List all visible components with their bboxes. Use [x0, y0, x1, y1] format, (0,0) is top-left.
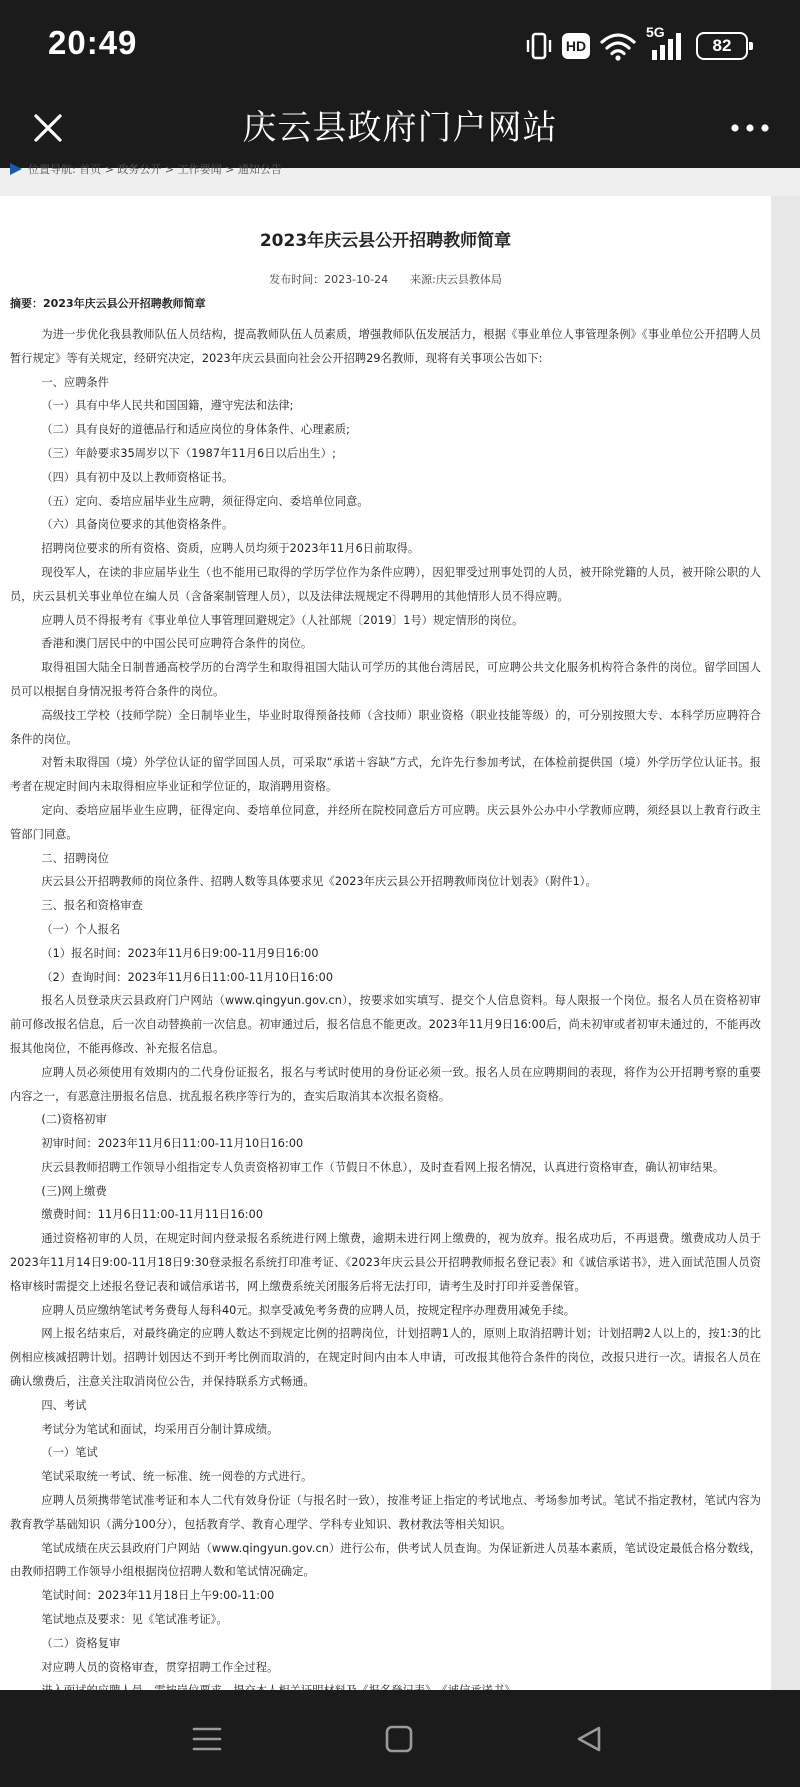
article-paragraph: 对暂未取得国（境）外学位认证的留学回国人员，可采取“承诺＋容缺”方式，允许先行参加考试，在体检前提供国（境）外学历学位认证书。报考者在规定时间内未取得相应毕业证和学位证的，取消聘用资格。: [10, 756, 761, 794]
article-paragraph: 定向、委培应届毕业生应聘，征得定向、委培单位同意，并经所在院校同意后方可应聘。庆云县外公办中小学教师应聘，须经县以上教育行政主管部门同意。: [10, 803, 761, 841]
menu-icon: [192, 1725, 222, 1753]
publish-time: 发布时间：2023-10-24: [269, 273, 389, 286]
article-paragraph: 为进一步优化我县教师队伍人员结构，提高教师队伍人员素质，增强教师队伍发展活力，根据《事业单位人事管理条例》《事业单位公开招聘人员暂行规定》等有关规定，经研究决定，2023年庆云县面向社会公开招聘29名教师，现将有关事项公告如下:: [10, 328, 761, 365]
article-paragraph: 对应聘人员的资格审查，贯穿招聘工作全过程。: [41, 1660, 279, 1674]
battery-icon: 82: [696, 32, 748, 60]
section-heading: （一）具有中华人民共和国国籍，遵守宪法和法律;: [41, 399, 294, 413]
article-paragraph: 庆云县公开招聘教师的岗位条件、招聘人数等具体要求见《2023年庆云县公开招聘教师岗位计划表》（附件1）。: [41, 875, 597, 889]
article-paragraph: 考试分为笔试和面试，均采用百分制计算成绩。: [41, 1422, 279, 1436]
article-summary: 摘要：2023年庆云县公开招聘教师简章: [10, 297, 206, 310]
back-icon: [574, 1724, 604, 1754]
article-paragraph: 通过资格初审的人员，在规定时间内登录报名系统进行网上缴费，逾期未进行网上缴费的，视为放弃。报名成功后，不再退费。缴费成功人员于2023年11月14日9:00-11月18日9:30登录报名系统打印准考证、《2023年庆云县公开招聘教师报名登记表》和《诚信承诺书》，进入面试范围人员资格审核时需提交上述报名登记表和诚信承诺书，网上缴费系统关闭服务后将无法打印，请考生及时打印并妥善保管。: [10, 1232, 761, 1293]
more-icon: [730, 123, 770, 133]
breadcrumb: [10, 161, 282, 177]
article: [0, 196, 771, 1696]
article-paragraph: 庆云县教师招聘工作领导小组指定专人负责资格初审工作（节假日不休息），及时查看网上报名情况，认真进行资格审查，确认初审结果。: [41, 1160, 725, 1174]
article-paragraph: 取得祖国大陆全日制普通高校学历的台湾学生和取得祖国大陆认可学历的其他台湾居民，可应聘公共文化服务机构符合条件的岗位。留学回国人员可以根据自身情况报考符合条件的岗位。: [10, 661, 761, 698]
article-paragraph: 网上报名结束后，对最终确定的应聘人数达不到规定比例的招聘岗位，计划招聘1人的，原则上取消招聘计划；计划招聘2人以上的，按1:3的比例相应核减招聘计划。招聘计划因达不到开考比例而取消的，在规定时间内由本人申请，可改报其他符合条件的岗位，改报只进行一次。请报名人员在确认缴费后，注意关注取消岗位公告，并保持联系方式畅通。: [10, 1327, 761, 1389]
article-paragraph: 招聘岗位要求的所有资格、资质，应聘人员均须于2023年11月6日前取得。: [41, 542, 420, 556]
status-icons: [526, 24, 748, 64]
more-button[interactable]: [724, 102, 776, 154]
section-heading: （六）具备岗位要求的其他资格条件。: [41, 518, 234, 532]
article-meta: [10, 271, 761, 287]
article-paragraph: 高级技工学校（技师学院）全日制毕业生，毕业时取得预备技师（含技师）职业资格（职业技能等级）的，可分别按照大专、本科学历应聘符合条件的岗位。: [10, 708, 761, 746]
menu-button[interactable]: [190, 1722, 224, 1756]
breadcrumb-text[interactable]: 位置导航: 首页 > 政务公开 > 工作要闻 > 通知公告: [28, 163, 282, 176]
article-paragraph: 笔试地点及要求：见《笔试准考证》。: [41, 1613, 228, 1627]
section-heading: 二、招聘岗位: [41, 851, 110, 865]
arrow-icon: [10, 163, 22, 175]
article-title: 2023年庆云县公开招聘教师简章: [259, 231, 512, 251]
article-paragraph: 应聘人员必须使用有效期内的二代身份证报名，报名与考试时使用的身份证必须一致。报名人员在应聘期间的表现，将作为公开招聘考察的重要内容之一，有恶意注册报名信息、扰乱报名秩序等行为的，查实后取消其本次报名资格。: [10, 1065, 761, 1103]
wifi-icon: [600, 31, 636, 61]
section-heading: （2）查询时间：2023年11月6日11:00-11月10日16:00: [41, 970, 334, 984]
section-heading: 一、应聘条件: [41, 375, 110, 389]
article-paragraph: 笔试成绩在庆云县政府门户网站（www.qingyun.gov.cn）进行公布，供考试人员查询。为保证新进人员基本素质，笔试设定最低合格分数线，由教师招聘工作领导小组根据岗位招聘人数和笔试情况确定。: [10, 1541, 761, 1579]
section-heading: （一）个人报名: [41, 922, 121, 936]
section-heading: 三、报名和资格审查: [41, 899, 143, 913]
navigation-bar: [0, 1690, 800, 1787]
article-paragraph: 现役军人，在读的非应届毕业生（也不能用已取得的学历学位作为条件应聘），因犯罪受过刑事处罚的人员，被开除党籍的人员，被开除公职的人员，庆云县机关事业单位在编人员（含备案制管理人员），以及法律法规规定不得聘用的其他情形人员不得应聘。: [10, 565, 761, 603]
section-heading: (二)资格初审: [41, 1113, 107, 1127]
section-heading: （二）具有良好的道德品行和适应岗位的身体条件、心理素质;: [41, 423, 350, 437]
vibrate-icon: [526, 31, 552, 61]
page-title: 庆云县政府门户网站: [242, 108, 558, 148]
signal-5g-icon: [646, 24, 686, 62]
section-heading: （二）资格复审: [41, 1636, 121, 1650]
back-button[interactable]: [572, 1722, 606, 1756]
article-paragraph: 报名人员登录庆云县政府门户网站（www.qingyun.gov.cn），按要求如实填写、提交个人信息资料。每人限报一个岗位。报名人员在资格初审前可修改报名信息，后一次自动替换前一次信息。初审通过后，报名信息不能更改。2023年11月9日16:00后，尚未初审或者初审未通过的，不能再改报其他岗位，不能再修改、补充报名信息。: [10, 994, 761, 1055]
home-icon: [384, 1724, 414, 1754]
section-heading: （一）笔试: [41, 1446, 98, 1460]
scrollbar[interactable]: [771, 196, 800, 1696]
app-header: [0, 90, 800, 168]
article-source: 来源:庆云县教体局: [410, 273, 502, 286]
section-heading: (三)网上缴费: [41, 1184, 107, 1198]
article-paragraph: 应聘人员应缴纳笔试考务费每人每科40元。拟享受减免考务费的应聘人员，按规定程序办理费用减免手续。: [41, 1303, 576, 1317]
article-body: [10, 323, 761, 1703]
network-label: 5G: [646, 24, 665, 40]
article-paragraph: 应聘人员须携带笔试准考证和本人二代有效身份证（与报名时一致），按准考证上指定的考试地点、考场参加考试。笔试不指定教材，笔试内容为教育教学基础知识（满分100分），包括教育学、教育心理学、学科专业知识、教材教法等相关知识。: [10, 1494, 761, 1531]
section-heading: （四）具有初中及以上教师资格证书。: [41, 470, 234, 484]
status-time: 20:49: [48, 24, 138, 61]
article-paragraph: 笔试时间：2023年11月18日上午9:00-11:00: [41, 1589, 275, 1603]
web-page[interactable]: [0, 163, 800, 1690]
section-heading: （三）年龄要求35周岁以下（1987年11月6日以后出生）;: [41, 446, 336, 460]
article-paragraph: 香港和澳门居民中的中国公民可应聘符合条件的岗位。: [41, 637, 313, 651]
section-heading: （五）定向、委培应届毕业生应聘，须征得定向、委培单位同意。: [41, 494, 369, 508]
article-paragraph: 应聘人员不得报考有《事业单位人事管理回避规定》（人社部规〔2019〕1号）规定情形的岗位。: [41, 613, 524, 627]
article-paragraph: 缴费时间：11月6日11:00-11月11日16:00: [41, 1208, 264, 1222]
hd-icon: HD: [562, 33, 590, 59]
article-paragraph: 笔试采取统一考试、统一标准、统一阅卷的方式进行。: [41, 1470, 313, 1484]
status-bar: [0, 0, 800, 90]
home-button[interactable]: [382, 1722, 416, 1756]
article-paragraph: 初审时间：2023年11月6日11:00-11月10日16:00: [41, 1137, 304, 1151]
section-heading: （1）报名时间：2023年11月6日9:00-11月9日16:00: [41, 946, 319, 960]
section-heading: 四、考试: [41, 1398, 87, 1412]
